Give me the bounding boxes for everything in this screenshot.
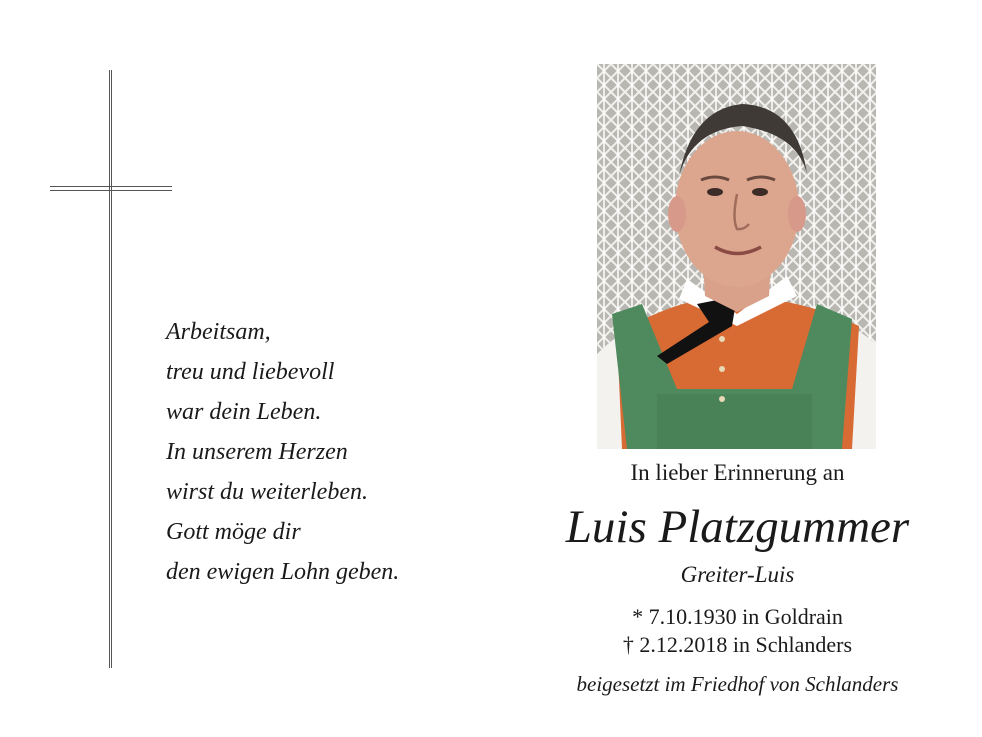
poem-line: den ewigen Lohn geben. xyxy=(166,559,400,585)
nickname: Greiter-Luis xyxy=(680,562,795,587)
portrait-photo xyxy=(597,64,876,449)
memorial-poem xyxy=(166,312,399,592)
memorial-intro: In lieber Erinnerung an xyxy=(630,460,845,485)
poem-line: Arbeitsam, xyxy=(166,319,271,345)
cross-horizontal-bar xyxy=(50,186,172,191)
burial-place: beigesetzt im Friedhof von Schlanders xyxy=(576,672,899,696)
poem-line: wirst du weiterleben. xyxy=(166,479,368,505)
poem-line: treu und liebevoll xyxy=(166,359,335,385)
deceased-name: Luis Platzgummer xyxy=(565,501,910,553)
poem-line: war dein Leben. xyxy=(166,399,322,425)
poem-line: In unserem Herzen xyxy=(166,439,348,465)
death-date: † 2.12.2018 in Schlanders xyxy=(622,632,853,657)
cross-vertical-bar xyxy=(109,70,112,668)
birth-date: * 7.10.1930 in Goldrain xyxy=(632,604,843,629)
poem-line: Gott möge dir xyxy=(166,519,301,545)
